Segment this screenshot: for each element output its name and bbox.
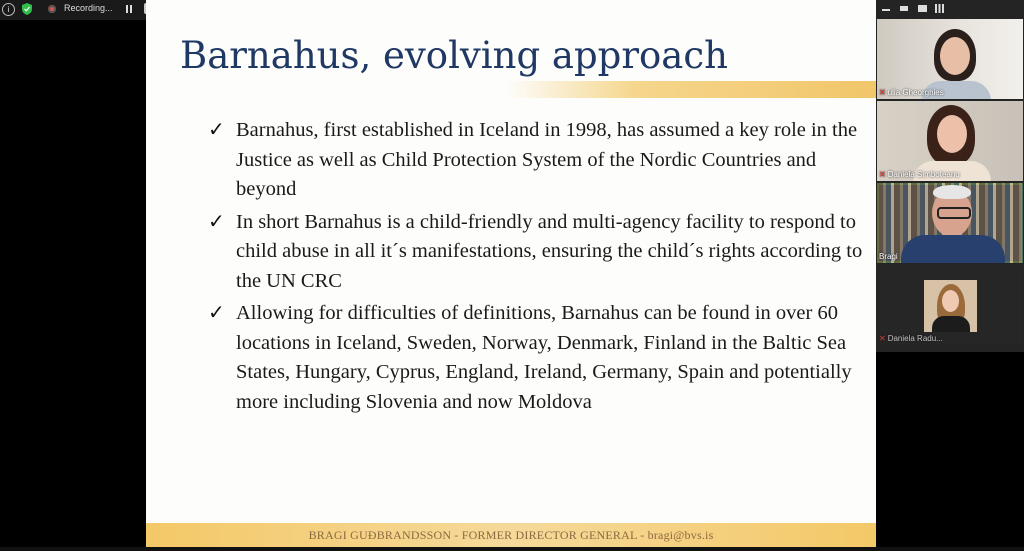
footer-text: BRAGI GUÐBRANDSSON - FORMER DIRECTOR GENERAL - bragi@bvs.is bbox=[308, 528, 714, 542]
slide-bullet-list bbox=[208, 116, 868, 420]
participant-name: ✕ Daniela Radu... bbox=[879, 334, 943, 343]
slide-bullet bbox=[208, 208, 868, 297]
check-icon: ✓ bbox=[208, 210, 225, 233]
bullet-text: In short Barnahus is a child-friendly and multi-agency facility to respond to child abuse in all it´s manifestations, ensuring the child´s rights according to the UN CRC bbox=[236, 210, 863, 292]
participant-hair bbox=[933, 185, 971, 199]
info-icon[interactable]: i bbox=[2, 3, 15, 16]
participant-face bbox=[937, 115, 967, 153]
bullet-text: Allowing for difficulties of definitions, Barnahus can be found in over 60 locations in Iceland, Sweden, Norway, Denmark, Finland in the Baltic Sea States, Hungary, Cyprus, England, Ireland, Germany, Spain and potentially more including Slovenia and now Moldova bbox=[236, 302, 852, 413]
speaker-view-icon[interactable] bbox=[918, 5, 927, 12]
participant-video-panel bbox=[876, 0, 1024, 352]
participant-face bbox=[940, 37, 970, 75]
meeting-status-strip bbox=[0, 0, 160, 20]
shared-slide bbox=[146, 0, 876, 547]
record-icon bbox=[48, 5, 56, 13]
participant-face bbox=[942, 290, 959, 312]
participant-body bbox=[901, 235, 1005, 263]
glasses bbox=[937, 207, 971, 219]
participant-name: ✕ Daniela Simboteanu bbox=[879, 170, 960, 179]
check-icon: ✓ bbox=[208, 302, 225, 324]
shield-icon[interactable] bbox=[22, 3, 32, 15]
slide-title: Barnahus, evolving approach bbox=[180, 34, 728, 77]
panel-toolbar bbox=[876, 0, 1024, 18]
check-icon: ✓ bbox=[208, 119, 225, 141]
hide-video-icon[interactable] bbox=[900, 6, 908, 11]
mic-muted-icon: ✕ bbox=[879, 170, 886, 179]
profile-photo bbox=[924, 280, 977, 332]
participant-name: Bragi bbox=[879, 252, 898, 261]
minimize-icon[interactable] bbox=[882, 9, 890, 11]
slide-bullet bbox=[208, 299, 868, 417]
participant-body bbox=[932, 316, 970, 332]
bottom-control-strip bbox=[0, 547, 1024, 551]
mic-muted-icon: ✕ bbox=[879, 334, 886, 343]
recording-label: Recording... bbox=[64, 3, 113, 13]
participant-tile[interactable] bbox=[877, 19, 1023, 99]
participant-name: ✕ ulia Gheorghies bbox=[879, 88, 944, 97]
pause-icon[interactable] bbox=[124, 4, 134, 14]
gallery-view-icon[interactable] bbox=[935, 4, 944, 13]
participant-tile[interactable] bbox=[877, 265, 1023, 345]
slide-bullet bbox=[208, 116, 868, 205]
slide-footer bbox=[146, 523, 876, 547]
participant-tile[interactable] bbox=[877, 101, 1023, 181]
mic-muted-icon: ✕ bbox=[879, 88, 886, 97]
title-accent-bar bbox=[506, 81, 876, 98]
participant-tile-active-speaker[interactable] bbox=[877, 183, 1023, 263]
bullet-text: Barnahus, first established in Iceland in 1998, has assumed a key role in the Justice as well as Child Protection System of the Nordic Countries and beyond bbox=[236, 119, 858, 200]
